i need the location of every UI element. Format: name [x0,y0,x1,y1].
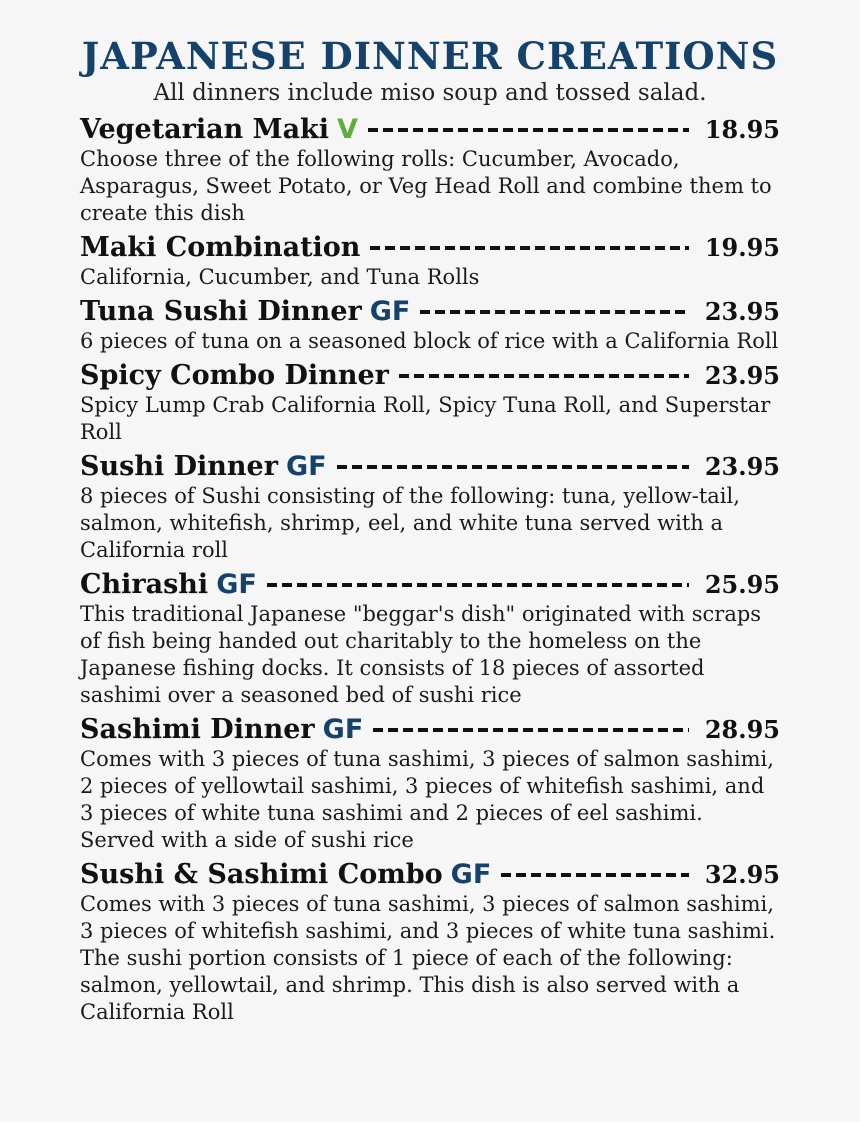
gluten-free-badge: GF [216,569,257,600]
menu-item-header [80,114,780,146]
dotted-leader [368,128,689,132]
dotted-leader [267,583,689,587]
menu-item-price: 23.95 [704,452,780,481]
menu-item-header [80,232,780,264]
dotted-leader [370,246,688,250]
menu-item-description: Comes with 3 pieces of tuna sashimi, 3 pieces of salmon sashimi, 2 pieces of yellowtail sashimi, 3 pieces of whitefish sashimi, and 3 pieces of white tuna sashimi and 2 pieces of eel sashimi. Served with a side of sushi rice [80,747,774,852]
menu-item-header [80,360,780,392]
dotted-leader [373,728,689,732]
menu-item-header [80,451,780,483]
menu-item [80,714,780,854]
gluten-free-badge: GF [450,859,492,890]
menu-subtitle: All dinners include miso soup and tossed salad. [153,80,707,106]
menu-item-description: Choose three of the following rolls: Cucumber, Avocado, Asparagus, Sweet Potato, or Veg Head Roll and combine them to create this dish [80,147,772,225]
menu-item-description: This traditional Japanese "beggar's dish" originated with scraps of fish being handed out charitably to the homeless on the Japanese fishing docks. It consists of 18 pieces of assorted sashimi over a seasoned bed of sushi rice [80,602,762,707]
menu-item [80,114,780,227]
menu-item-name: Spicy Combo Dinner [80,360,389,391]
gluten-free-badge: GF [322,714,364,745]
menu-item-header [80,569,780,601]
menu-item-name: Chirashi [80,569,209,600]
menu-item-name: Sushi & Sashimi Combo [80,859,443,890]
menu-item-name: Vegetarian Maki [80,114,330,145]
menu-item-description: Spicy Lump Crab California Roll, Spicy Tuna Roll, and Superstar Roll [80,393,771,444]
menu-item-description: Comes with 3 pieces of tuna sashimi, 3 pieces of salmon sashimi, 3 pieces of whitefish sashimi, and 3 pieces of white tuna sashimi. The sushi portion consists of 1 piece of each of the following: salmon, yellowtail, and shrimp. This dish is also served with a California Roll [80,892,776,1024]
menu-item-header [80,859,780,891]
menu-item [80,360,780,446]
menu-item-price: 32.95 [704,860,780,889]
menu-item-price: 18.95 [704,115,780,144]
menu-item [80,451,780,564]
menu-item-name: Maki Combination [80,232,361,263]
gluten-free-badge: GF [285,451,327,482]
dotted-leader [399,374,689,378]
menu-item [80,859,780,1026]
menu-item [80,296,780,355]
menu-item-price: 23.95 [704,297,780,326]
menu-item-name: Sushi Dinner [80,451,278,482]
dotted-leader [337,465,689,469]
menu-item [80,569,780,709]
menu-item-header [80,714,780,746]
menu-item-price: 19.95 [704,233,780,262]
menu-item-name: Sashimi Dinner [80,714,315,745]
menu-item-description: 8 pieces of Sushi consisting of the following: tuna, yellow-tail, salmon, whitefish, shrimp, eel, and white tuna served with a California roll [80,484,740,562]
menu-item-list [80,114,780,1026]
menu-item-price: 23.95 [704,361,780,390]
menu-item-price: 25.95 [704,570,780,599]
menu-item [80,232,780,291]
menu-item-header [80,296,780,328]
menu-item-description: 6 pieces of tuna on a seasoned block of rice with a California Roll [80,329,779,353]
gluten-free-badge: GF [369,296,411,327]
vegetarian-badge: V [337,114,358,145]
dotted-leader [501,873,689,877]
menu-title: JAPANESE DINNER CREATIONS [81,34,779,78]
dotted-leader [420,310,689,314]
menu-item-description: California, Cucumber, and Tuna Rolls [80,265,480,289]
menu-item-name: Tuna Sushi Dinner [80,296,362,327]
menu-item-price: 28.95 [704,715,780,744]
